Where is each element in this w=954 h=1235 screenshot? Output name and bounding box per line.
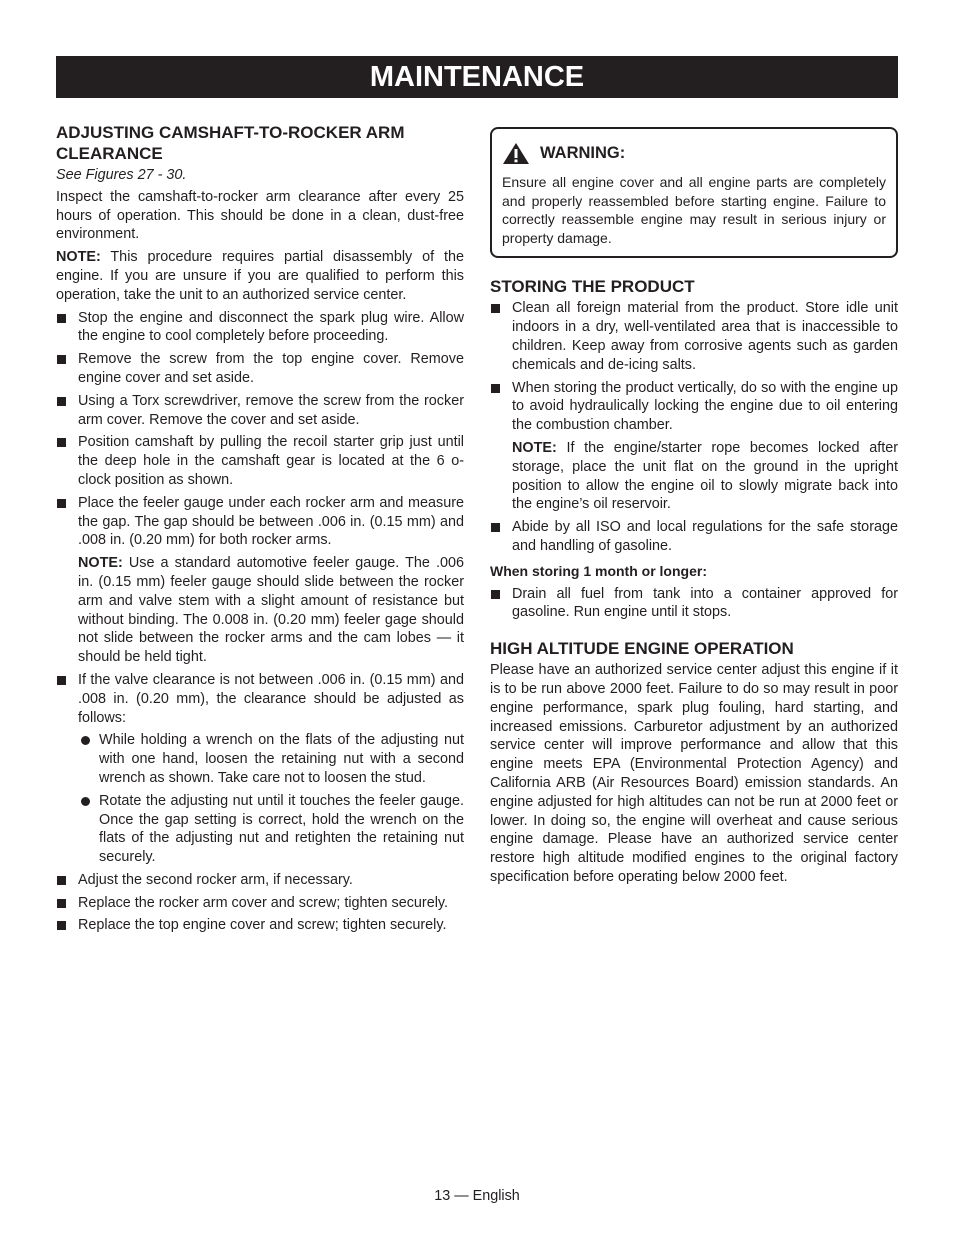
adjustment-sublist <box>78 731 464 867</box>
storing-list <box>490 299 898 555</box>
list-item: Replace the top engine cover and screw; tighten securely. <box>56 916 464 935</box>
page-banner: MAINTENANCE <box>56 56 898 98</box>
warning-header <box>502 142 886 165</box>
intro-paragraph: Inspect the camshaft-to-rocker arm clearance after every 25 hours of operation. This should be done in a clean, dust-free environment. <box>56 188 464 243</box>
note-text: If the engine/starter rope becomes locked after storage, place the unit flat on the ground in the upright position to allow the engine oil to slowly migrate back into the engine’s oil reservoir. <box>512 439 898 513</box>
altitude-paragraph: Please have an authorized service center adjust this engine if it is to be run above 2000 feet. Failure to do so may result in poor engine performance, spark plug fouling, hard starting, and increased emissions. Carburetor adjustment by an authorized service center will improve performance and allow that this engine meets EPA (Environmental Protection Agency) and California ARB (Air Resources Board) emission standards. An engine adjusted for high altitudes can not be run at 2000 feet or lower. In doing so, the engine will overheat and cause serious engine damage. Please have an authorized service center restore high altitude modified engines to the original factory specification before operating below 2000 feet. <box>490 662 898 885</box>
list-item: Remove the screw from the top engine cover. Remove engine cover and set aside. <box>56 350 464 388</box>
storage-subheading: When storing 1 month or longer: <box>490 562 707 579</box>
figure-reference: See Figures 27 - 30. <box>56 167 187 183</box>
list-item: Adjust the second rocker arm, if necessary. <box>56 871 464 890</box>
left-column <box>56 122 464 939</box>
sublist-item: Rotate the adjusting nut until it touches the feeler gauge. Once the gap setting is correct, hold the wrench on the flats of the adjusting nut and retighten the retaining nut securely. <box>78 792 464 867</box>
section-heading-altitude: HIGH ALTITUDE ENGINE OPERATION <box>490 639 794 659</box>
note-text: This procedure requires partial disassembly of the engine. If you are unsure if you are qualified to perform this operation, take the unit to an authorized service center. <box>56 249 464 303</box>
list-item: Using a Torx screwdriver, remove the screw from the rocker arm cover. Remove the cover and set aside. <box>56 392 464 430</box>
sublist-item: While holding a wrench on the flats of the adjusting nut with one hand, loosen the retaining nut with a second wrench as shown. Take care not to loosen the stud. <box>78 731 464 787</box>
section-heading-camshaft: ADJUSTING CAMSHAFT-TO-ROCKER ARM CLEARANCE <box>56 123 405 163</box>
list-item: When storing the product vertically, do so with the engine up to avoid hydraulically locking the engine due to oil entering the combustion chamber. NOTE: If the engine/starter rope becomes locked after storage, place the unit flat on the ground in the upright position to allow the engine oil to slowly migrate back into the engine’s oil reservoir. <box>490 379 898 515</box>
note-paragraph <box>56 248 464 304</box>
month-storage-list <box>490 585 898 623</box>
list-item: If the valve clearance is not between .006 in. (0.15 mm) and .008 in. (0.20 mm), the clearance should be adjusted as follows: While holding a wrench on the flats of the adjusting nut with one hand, loosen the retaining nut with a second wrench as shown. Take care not to loosen the stud. Rotate the adjusting nut until it touches the feeler gauge. Once the gap setting is correct, hold the wrench on the flats of the adjusting nut and retighten the retaining nut securely. <box>56 671 464 867</box>
feeler-gauge-note <box>78 554 464 667</box>
list-item: Replace the rocker arm cover and screw; tighten securely. <box>56 894 464 913</box>
list-item: Drain all fuel from tank into a container approved for gasoline. Run engine until it stops. <box>490 585 898 623</box>
warning-title: WARNING: <box>540 144 626 163</box>
list-item: Clean all foreign material from the product. Store idle unit indoors in a dry, well-ventilated area that is inaccessible to children. Keep away from corrosive agents such as garden chemicals and de-icing salts. <box>490 299 898 374</box>
note-text: Use a standard automotive feeler gauge. The .006 in. (0.15 mm) feeler gauge should slide between the rocker arm and valve stem with a slight amount of resistance but without binding. The 0.008 in. (0.20 mm) feeler gage should not slide between the rocker arms and the cam lobes — it should be held tight. <box>78 555 464 666</box>
note-label: NOTE: <box>512 439 557 456</box>
storage-note <box>512 439 898 514</box>
warning-box <box>490 127 898 258</box>
note-label: NOTE: <box>56 249 101 266</box>
page-footer: 13 — English <box>434 1188 520 1204</box>
section-heading-storing: STORING THE PRODUCT <box>490 277 695 297</box>
procedure-list <box>56 309 464 936</box>
list-item: Abide by all ISO and local regulations for the safe storage and handling of gasoline. <box>490 518 898 556</box>
warning-text: Ensure all engine cover and all engine parts are completely and properly reassembled before starting engine. Failure to correctly reassemble engine may result in serious injury or property damage. <box>502 174 886 246</box>
right-column <box>490 122 898 891</box>
list-item: Place the feeler gauge under each rocker arm and measure the gap. The gap should be between .006 in. (0.15 mm) and .008 in. (0.20 mm) for both rocker arms. NOTE: Use a standard automotive feeler gauge. The .006 in. (0.15 mm) feeler gauge should slide between the rocker arm and valve stem with a slight amount of resistance but without binding. The 0.008 in. (0.20 mm) feeler gage should not slide between the rocker arms and the cam lobes — it should be held tight. <box>56 494 464 667</box>
list-item: Stop the engine and disconnect the spark plug wire. Allow the engine to cool completely before proceeding. <box>56 309 464 347</box>
warning-triangle-icon <box>502 142 530 165</box>
note-label: NOTE: <box>78 555 123 572</box>
list-item: Position camshaft by pulling the recoil starter grip just until the deep hole in the camshaft gear is located at the 6 o-clock position as shown. <box>56 433 464 489</box>
